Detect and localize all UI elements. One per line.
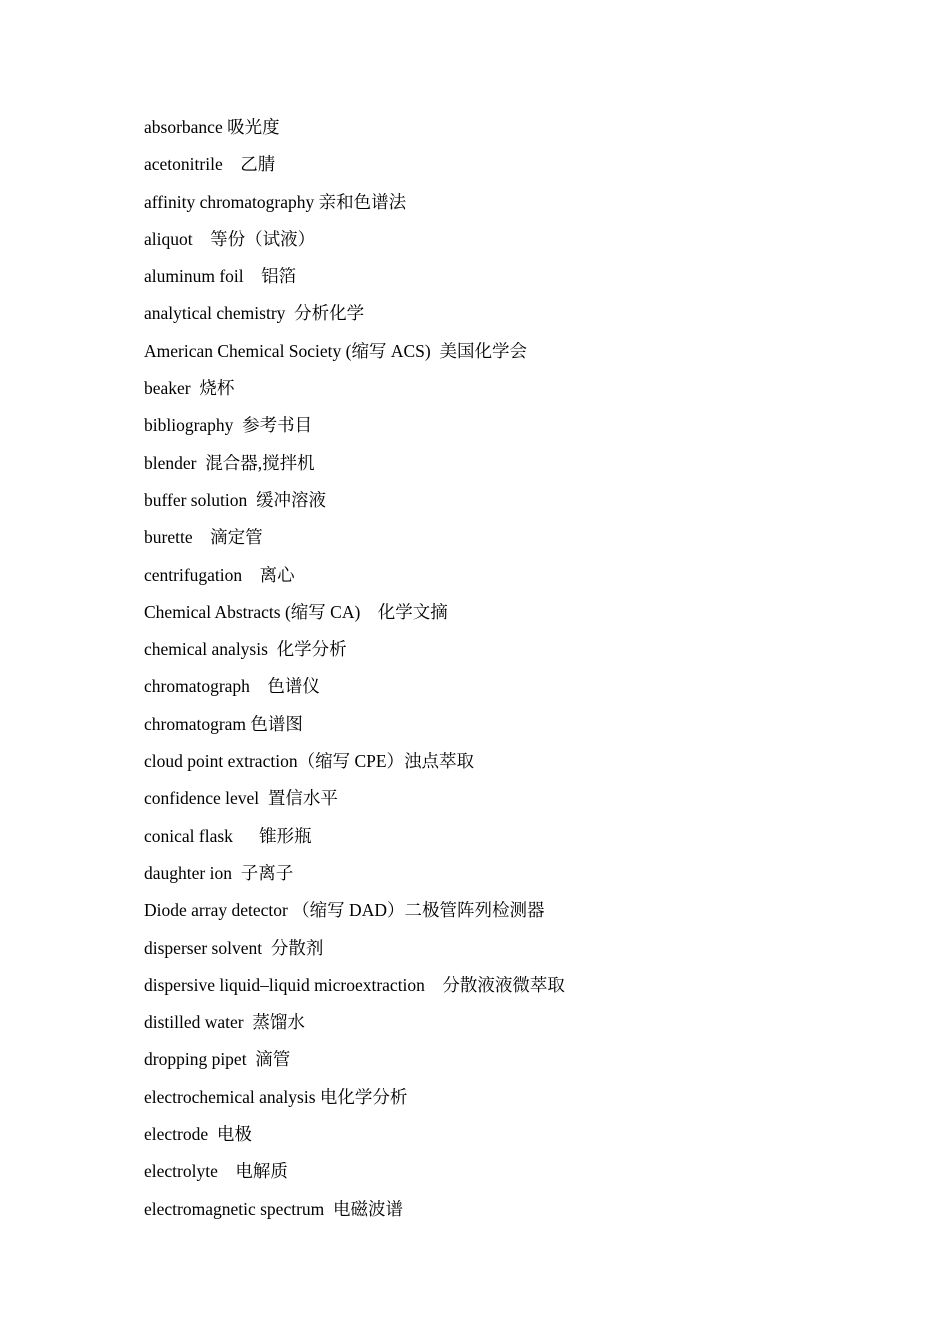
glossary-entry: confidence level 置信水平: [144, 788, 338, 809]
glossary-entry: Chemical Abstracts (缩写 CA) 化学文摘: [144, 601, 448, 622]
glossary-entry: bibliography 参考书目: [144, 415, 313, 436]
glossary-entry: Diode array detector （缩写 DAD）二极管阵列检测器: [144, 900, 545, 921]
glossary-entry: analytical chemistry 分析化学: [144, 303, 365, 324]
glossary-entry: electrode 电极: [144, 1124, 252, 1145]
glossary-entry: blender 混合器,搅拌机: [144, 452, 315, 473]
glossary-list: [144, 114, 565, 1233]
glossary-entry: dispersive liquid–liquid microextraction 分散液液微萃取: [144, 974, 565, 995]
glossary-entry: aliquot 等份（试液）: [144, 228, 316, 249]
glossary-entry: aluminum foil 铝箔: [144, 266, 297, 287]
glossary-entry: acetonitrile 乙腈: [144, 154, 276, 175]
glossary-entry: absorbance 吸光度: [144, 117, 280, 137]
glossary-entry: daughter ion 子离子: [144, 862, 294, 883]
glossary-entry: distilled water 蒸馏水: [144, 1012, 305, 1033]
glossary-entry: affinity chromatography 亲和色谱法: [144, 191, 407, 212]
glossary-entry: burette 滴定管: [144, 527, 263, 548]
glossary-entry: cloud point extraction（缩写 CPE）浊点萃取: [144, 751, 475, 772]
glossary-entry: chromatograph 色谱仪: [144, 676, 320, 697]
glossary-entry: beaker 烧杯: [144, 378, 235, 399]
glossary-entry: buffer solution 缓冲溶液: [144, 489, 326, 510]
glossary-entry: dropping pipet 滴管: [144, 1049, 291, 1070]
glossary-entry: electrolyte 电解质: [144, 1161, 288, 1182]
glossary-entry: electromagnetic spectrum 电磁波谱: [144, 1198, 404, 1219]
glossary-entry: chromatogram 色谱图: [144, 713, 303, 734]
glossary-entry: American Chemical Society (缩写 ACS) 美国化学会: [144, 340, 527, 361]
glossary-entry: conical flask 锥形瓶: [144, 825, 312, 846]
glossary-entry: chemical analysis 化学分析: [144, 639, 347, 660]
glossary-entry: electrochemical analysis 电化学分析: [144, 1086, 408, 1107]
glossary-entry: disperser solvent 分散剂: [144, 937, 324, 958]
glossary-entry: centrifugation 离心: [144, 564, 295, 585]
